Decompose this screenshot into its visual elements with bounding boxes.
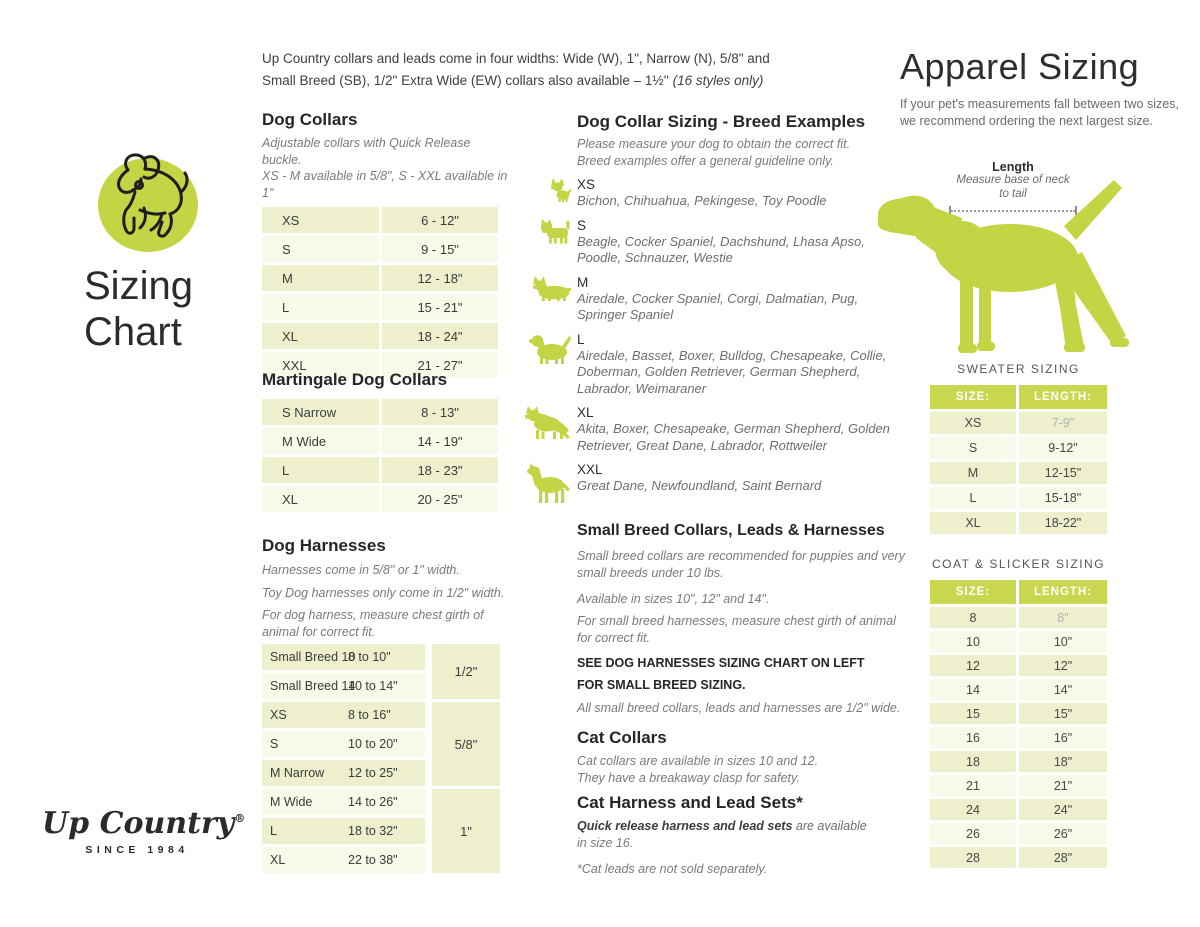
range-cell: 12 to 25" xyxy=(348,766,398,780)
table-row xyxy=(262,294,512,320)
great-dane-icon xyxy=(525,463,571,503)
martingale-section xyxy=(262,370,512,515)
small-breed-para3: For small breed harnesses, measure chest girth of animal for correct fit. xyxy=(577,614,896,645)
size-cell: S xyxy=(270,737,279,751)
range-cell: 18 - 23" xyxy=(382,457,498,483)
breed-item xyxy=(525,405,897,454)
size-cell: XL xyxy=(262,323,379,349)
size-cell: Small Breed 10 xyxy=(270,650,356,664)
cat-collars-section xyxy=(577,728,907,787)
length-cell: 10" xyxy=(1019,631,1107,652)
length-cell: 15-18" xyxy=(1019,487,1107,509)
dog-harnesses-section xyxy=(262,536,512,876)
corgi-icon xyxy=(525,276,571,301)
table-row xyxy=(930,462,1107,484)
small-breed-para2: Available in sizes 10", 12" and 14". xyxy=(577,592,770,606)
table-row xyxy=(262,702,425,728)
dog-collars-note-line2: XS - M available in 5/8", S - XXL available in 1" xyxy=(262,169,508,200)
size-cell: L xyxy=(930,487,1016,509)
table-row xyxy=(262,847,425,873)
size-cell: L xyxy=(262,457,379,483)
breed-list xyxy=(525,177,905,495)
dog-collars-table xyxy=(262,207,512,378)
table-row xyxy=(262,644,425,670)
apparel-note-line2: we recommend ordering the next largest size. xyxy=(900,114,1153,128)
size-cell: S Narrow xyxy=(262,399,379,425)
range-cell: 8 to 10" xyxy=(348,650,391,664)
table-row xyxy=(262,207,512,233)
harness-width-column xyxy=(432,644,500,876)
length-label: Length xyxy=(992,160,1034,174)
cat-harness-footnote: *Cat leads are not sold separately. xyxy=(577,862,768,876)
page-title xyxy=(84,263,193,355)
size-cell: XS xyxy=(270,708,287,722)
length-note-line2: to tail xyxy=(999,187,1027,200)
size-column-header: SIZE: xyxy=(930,385,1016,409)
table-row xyxy=(930,679,1107,700)
breed-examples-note xyxy=(577,136,905,169)
range-cell: 22 to 38" xyxy=(348,853,398,867)
size-cell: M Narrow xyxy=(270,766,325,780)
breed-item xyxy=(525,462,897,495)
table-row xyxy=(930,847,1107,868)
cat-collars-title: Cat Collars xyxy=(577,728,667,747)
registered-mark: ® xyxy=(234,812,246,825)
breed-note-line1: Please measure your dog to obtain the correct fit. xyxy=(577,137,851,151)
table-row xyxy=(262,457,512,483)
apparel-sizing-title: Apparel Sizing xyxy=(900,46,1140,87)
range-cell: 20 - 25" xyxy=(382,486,498,512)
length-cell: 12-15" xyxy=(1019,462,1107,484)
size-cell: S xyxy=(262,236,379,262)
size-cell: XS xyxy=(262,207,379,233)
breed-item xyxy=(525,218,897,267)
breed-names: Bichon, Chihuahua, Pekingese, Toy Poodle xyxy=(577,193,827,208)
intro-text xyxy=(262,48,842,92)
length-cell: 7-9" xyxy=(1019,412,1107,434)
coat-slicker-block xyxy=(930,557,1107,871)
size-cell: XS xyxy=(930,412,1016,434)
retriever-icon xyxy=(525,333,571,364)
size-column-header: SIZE: xyxy=(930,580,1016,604)
breed-names: Beagle, Cocker Spaniel, Dachshund, Lhasa Apso, Poodle, Schnauzer, Westie xyxy=(577,233,865,265)
breed-names: Great Dane, Newfoundland, Saint Bernard xyxy=(577,478,822,493)
coat-slicker-table xyxy=(930,580,1107,868)
table-row xyxy=(930,437,1107,459)
table-row xyxy=(930,775,1107,796)
small-breed-bold-line1: SEE DOG HARNESSES SIZING CHART ON LEFT xyxy=(577,656,865,670)
size-cell: Small Breed 14 xyxy=(270,679,356,693)
size-cell: 15 xyxy=(930,703,1016,724)
table-row xyxy=(262,486,512,512)
table-row xyxy=(262,428,512,454)
size-cell: 12 xyxy=(930,655,1016,676)
size-cell: 10 xyxy=(930,631,1016,652)
harness-table-wrap xyxy=(262,644,512,873)
table-row xyxy=(930,655,1107,676)
cat-harness-section xyxy=(577,793,907,878)
small-breed-para4: All small breed collars, leads and harnesses are 1/2" wide. xyxy=(577,701,901,715)
page-title-line1: Sizing xyxy=(84,264,193,308)
range-cell: 8 - 13" xyxy=(382,399,498,425)
breed-examples-section xyxy=(525,112,905,503)
length-cell: 15" xyxy=(1019,703,1107,724)
brand-dog-mark xyxy=(88,150,208,260)
range-cell: 12 - 18" xyxy=(382,265,498,291)
dog-harnesses-title: Dog Harnesses xyxy=(262,536,386,555)
width-group-cell: 1" xyxy=(432,789,500,873)
breed-item xyxy=(525,275,897,324)
table-row xyxy=(930,703,1107,724)
length-cell: 28" xyxy=(1019,847,1107,868)
length-cell: 24" xyxy=(1019,799,1107,820)
table-row xyxy=(262,323,512,349)
breed-item xyxy=(525,177,897,210)
sweater-sizing-block xyxy=(930,362,1107,537)
table-header-row xyxy=(930,385,1107,409)
size-cell: 14 xyxy=(930,679,1016,700)
table-row xyxy=(930,607,1107,628)
table-row xyxy=(262,789,425,815)
size-cell: 26 xyxy=(930,823,1016,844)
size-cell: 18 xyxy=(930,751,1016,772)
breed-size-label: M xyxy=(577,274,589,290)
shepherd-icon xyxy=(525,406,571,439)
terrier-icon xyxy=(525,219,571,244)
table-row xyxy=(262,399,512,425)
cat-collars-line1: Cat collars are available in sizes 10 and 12. xyxy=(577,754,819,768)
breed-size-label: XXL xyxy=(577,462,603,477)
size-cell: M Wide xyxy=(270,795,313,809)
range-cell: 14 - 19" xyxy=(382,428,498,454)
range-cell: 8 to 16" xyxy=(348,708,391,722)
size-cell: L xyxy=(270,824,277,838)
harness-note-2: Toy Dog harnesses only come in 1/2" width. xyxy=(262,585,505,600)
line-dog-icon xyxy=(92,150,196,252)
range-cell: 15 - 21" xyxy=(382,294,498,320)
size-cell: L xyxy=(262,294,379,320)
cat-harness-line1: Quick release harness and lead sets are available xyxy=(577,819,867,833)
sweater-sizing-table xyxy=(930,385,1107,534)
breed-size-label: S xyxy=(577,217,587,233)
cat-harness-title: Cat Harness and Lead Sets* xyxy=(577,793,803,812)
range-cell: 14 to 26" xyxy=(348,795,398,809)
table-row xyxy=(930,412,1107,434)
length-cell: 18" xyxy=(1019,751,1107,772)
logo-wordmark: Up Country® xyxy=(42,806,246,841)
breed-item xyxy=(525,332,897,398)
length-note-line1: Measure base of neck xyxy=(956,174,1070,186)
table-row xyxy=(930,487,1107,509)
logo-since-text: SINCE 1984 xyxy=(85,844,189,856)
dog-harnesses-notes xyxy=(262,562,512,640)
table-row xyxy=(930,512,1107,534)
length-column-header: LENGTH: xyxy=(1019,385,1107,409)
breed-size-label: XS xyxy=(577,177,596,192)
up-country-logo xyxy=(42,806,245,856)
table-row xyxy=(262,731,425,757)
size-cell: M Wide xyxy=(262,428,379,454)
martingale-table xyxy=(262,399,512,512)
harness-note-1: Harnesses come in 5/8" or 1" width. xyxy=(262,563,460,577)
width-group-cell: 1/2" xyxy=(432,644,500,699)
size-cell: XL xyxy=(262,486,379,512)
table-row xyxy=(262,236,512,262)
apparel-sizing-note xyxy=(900,96,1179,130)
dog-collars-section xyxy=(262,110,512,381)
small-breed-para1: Small breed collars are recommended for puppies and very small breeds under 10 lbs. xyxy=(577,549,905,580)
table-row xyxy=(262,265,512,291)
range-cell: 10 to 20" xyxy=(348,737,398,751)
length-column-header: LENGTH: xyxy=(1019,580,1107,604)
length-cell: 21" xyxy=(1019,775,1107,796)
length-cell: 12" xyxy=(1019,655,1107,676)
length-cell: 26" xyxy=(1019,823,1107,844)
intro-line2: Small Breed (SB), 1/2" Extra Wide (EW) collars also available – 1½'' xyxy=(262,73,669,88)
size-cell: XL xyxy=(270,853,286,867)
range-cell: 21 - 27" xyxy=(382,352,498,378)
size-cell: 21 xyxy=(930,775,1016,796)
range-cell: 18 - 24" xyxy=(382,323,498,349)
length-cell: 18-22" xyxy=(1019,512,1107,534)
breed-names: Airedale, Basset, Boxer, Bulldog, Chesapeake, Collie, Doberman, Golden Retriever, German Shepherd, Labrador, Weimaraner xyxy=(577,347,887,396)
size-cell: S xyxy=(930,437,1016,459)
size-cell: 28 xyxy=(930,847,1016,868)
small-breed-bold-line2: FOR SMALL BREED SIZING. xyxy=(577,677,746,692)
length-cell: 14" xyxy=(1019,679,1107,700)
dog-collars-note xyxy=(262,135,512,201)
table-row xyxy=(930,751,1107,772)
table-row xyxy=(262,818,425,844)
range-cell: 9 - 15" xyxy=(382,236,498,262)
dog-collars-title: Dog Collars xyxy=(262,110,358,129)
dog-collars-note-line1: Adjustable collars with Quick Release buckle. xyxy=(262,136,471,167)
size-cell: XL xyxy=(930,512,1016,534)
length-cell: 16" xyxy=(1019,727,1107,748)
range-cell: 10 to 14" xyxy=(348,679,398,693)
table-row xyxy=(930,799,1107,820)
breed-names: Akita, Boxer, Chesapeake, German Shepherd, Golden Retriever, Great Dane, Labrador, Rottweiler xyxy=(577,421,890,453)
cat-collars-line2: They have a breakaway clasp for safety. xyxy=(577,771,800,785)
apparel-note-line1: If your pet's measurements fall between two sizes, xyxy=(900,97,1179,111)
breed-size-label: XL xyxy=(577,405,594,420)
breed-size-label: L xyxy=(577,331,585,347)
small-breed-section xyxy=(577,521,907,717)
sweater-sizing-title: SWEATER SIZING xyxy=(957,362,1080,376)
chihuahua-icon xyxy=(525,178,571,202)
breed-examples-title: Dog Collar Sizing - Breed Examples xyxy=(577,112,866,131)
size-cell: M xyxy=(262,265,379,291)
table-row xyxy=(930,631,1107,652)
width-group-cell: 5/8" xyxy=(432,702,500,786)
page-title-line2: Chart xyxy=(84,310,182,354)
pointer-dog-silhouette xyxy=(876,166,1138,366)
table-header-row xyxy=(930,580,1107,604)
range-cell: 18 to 32" xyxy=(348,824,398,838)
size-cell: 16 xyxy=(930,727,1016,748)
size-cell: 24 xyxy=(930,799,1016,820)
cat-harness-line2: in size 16. xyxy=(577,836,634,850)
range-cell: 6 - 12" xyxy=(382,207,498,233)
breed-note-line2: Breed examples offer a general guideline only. xyxy=(577,153,834,168)
harness-note-3: For dog harness, measure chest girth of animal for correct fit. xyxy=(262,608,484,639)
martingale-title: Martingale Dog Collars xyxy=(262,370,448,389)
intro-line2-italic: (16 styles only) xyxy=(672,73,764,88)
coat-slicker-title: COAT & SLICKER SIZING xyxy=(931,557,1106,571)
intro-line1: Up Country collars and leads come in four widths: Wide (W), 1", Narrow (N), 5/8" and xyxy=(262,51,770,66)
size-cell: 8 xyxy=(930,607,1016,628)
size-cell: XXL xyxy=(262,352,379,378)
length-cell: 8" xyxy=(1019,607,1107,628)
table-row xyxy=(262,673,425,699)
table-row xyxy=(930,823,1107,844)
length-cell: 9-12" xyxy=(1019,437,1107,459)
size-cell: M xyxy=(930,462,1016,484)
small-breed-title: Small Breed Collars, Leads & Harnesses xyxy=(577,522,885,539)
breed-names: Airedale, Cocker Spaniel, Corgi, Dalmatian, Pug, Springer Spaniel xyxy=(577,290,859,322)
table-row xyxy=(930,727,1107,748)
table-row xyxy=(262,760,425,786)
